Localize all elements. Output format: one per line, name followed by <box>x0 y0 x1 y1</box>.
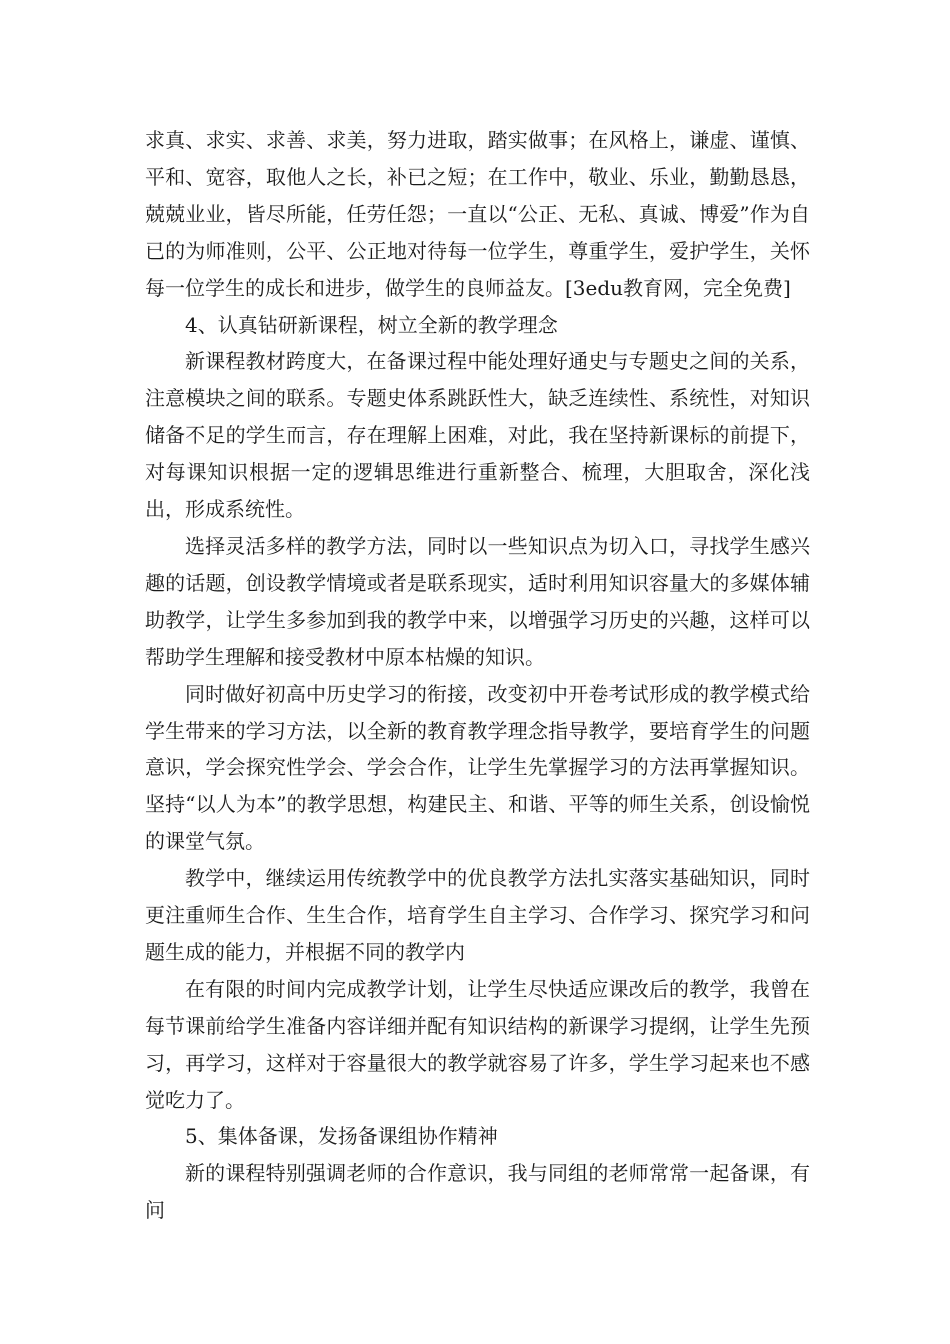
paragraph-new-curriculum: 新课程教材跨度大，在备课过程中能处理好通史与专题史之间的关系，注意模块之间的联系。专题史体系跳跃性大，缺乏连续性、系统性，对知识储备不足的学生而言，存在理解上困难，对此，我在坚持新课标的前提下，对每课知识根据一定的逻辑思维进行重新整合、梳理，大胆取舍，深化浅出，形成系统性。 <box>145 349 810 522</box>
section-heading-4: 4、认真钻研新课程，树立全新的教学理念 <box>185 312 558 337</box>
paragraph-continuation: 求真、求实、求善、求美，努力进取，踏实做事；在风格上，谦虚、谨慎、平和、宽容，取他人之长，补已之短；在工作中，敬业、乐业，勤勤恳恳，兢兢业业，皆尽所能，任劳任怨；一直以“公正、无私、真诚、博爱”作为自已的为师准则，公平、公正地对待每一位学生，尊重学生，爱护学生，关怀每一位学生的成长和进步，做学生的良师益友。[3edu教育网，完全免费] <box>145 128 810 300</box>
paragraph-cooperation: 教学中，继续运用传统教学中的优良教学方法扎实落实基础知识，同时更注重师生合作、生生合作，培育学生自主学习、合作学习、探究学习和问题生成的能力，并根据不同的教学内 <box>145 866 810 964</box>
paragraph-teaching-plan: 在有限的时间内完成教学计划，让学生尽快适应课改后的教学，我曾在每节课前给学生准备内容详细并配有知识结构的新课学习提纲，让学生先预习，再学习，这样对于容量很大的教学就容易了许多，学生学习起来也不感觉吃力了。 <box>145 976 810 1112</box>
paragraph-collective-prep: 新的课程特别强调老师的合作意识，我与同组的老师常常一起备课，有问 <box>145 1161 810 1223</box>
paragraph-transition: 同时做好初高中历史学习的衔接，改变初中开卷考试形成的教学模式给学生带来的学习方法，以全新的教育教学理念指导教学，要培育学生的问题意识，学会探究性学会、学会合作，让学生先掌握学习的方法再掌握知识。坚持“以人为本”的教学思想，构建民主、和谐、平等的师生关系，创设愉悦的课堂气氛。 <box>145 681 810 854</box>
section-heading-5: 5、集体备课，发扬备课组协作精神 <box>185 1124 498 1149</box>
paragraph-teaching-methods: 选择灵活多样的教学方法，同时以一些知识点为切入口，寻找学生感兴趣的话题，创设教学情境或者是联系现实，适时利用知识容量大的多媒体辅助教学，让学生多参加到我的教学中来，以增强学习历史的兴趣，这样可以帮助学生理解和接受教材中原本枯燥的知识。 <box>145 533 810 669</box>
document-body <box>145 122 810 1229</box>
